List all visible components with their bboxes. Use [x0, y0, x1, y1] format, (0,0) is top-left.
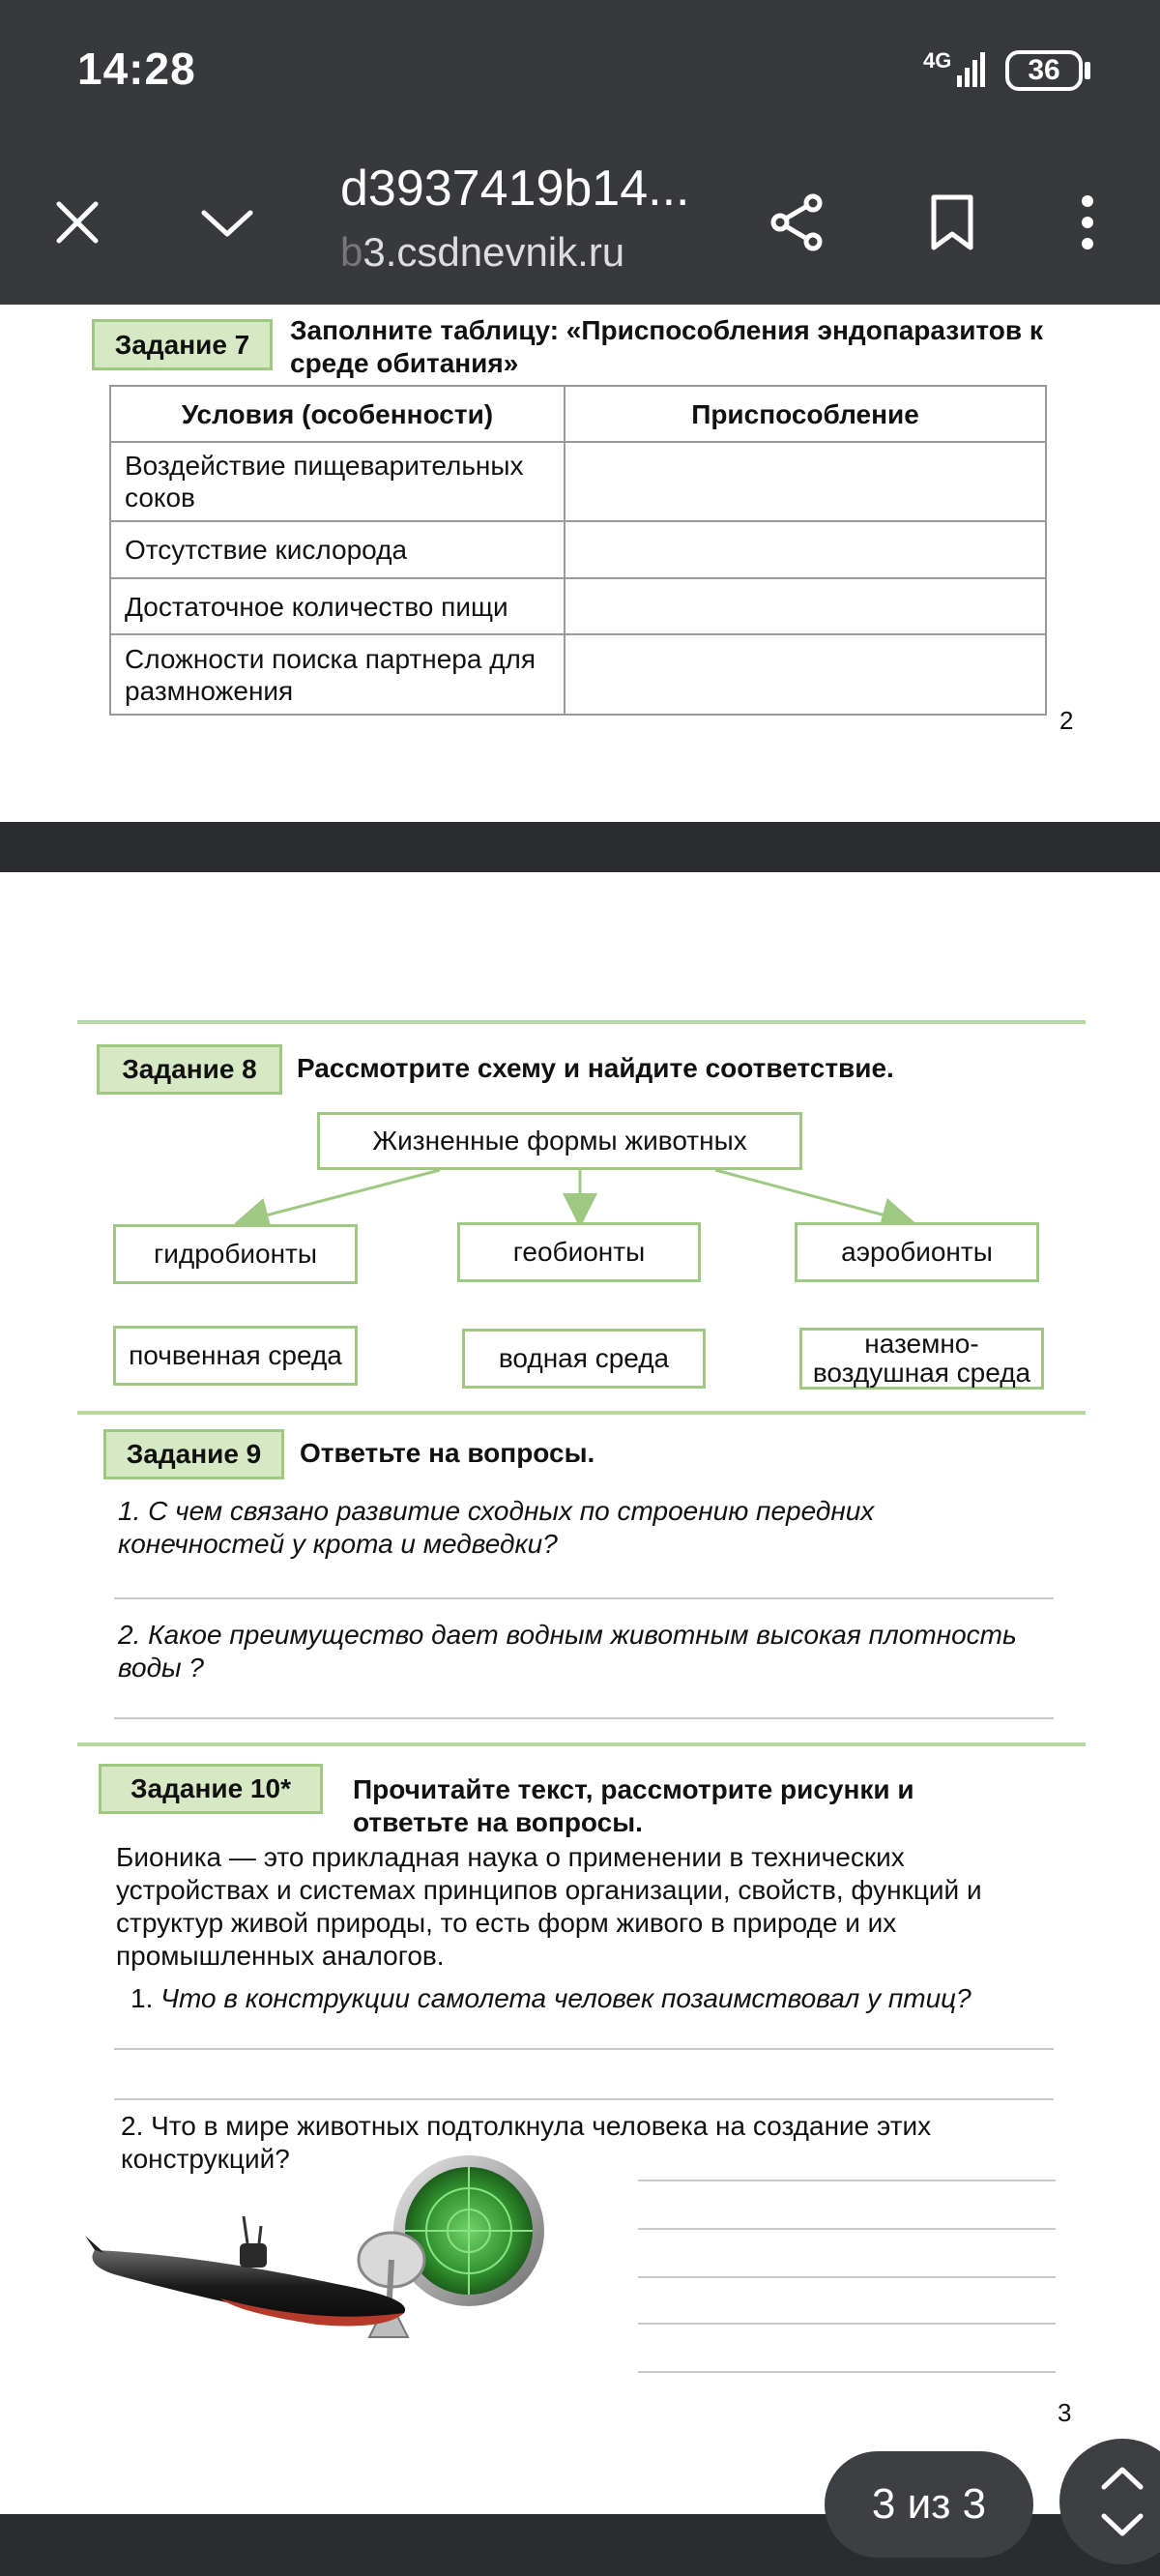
- more-vert-icon[interactable]: [1063, 140, 1112, 305]
- task8-label: Задание 8: [97, 1044, 282, 1095]
- column-header: Условия (особенности): [110, 386, 565, 442]
- diagram-form-hydrobionts: гидробионты: [113, 1224, 358, 1284]
- task10-heading: [353, 1773, 952, 1839]
- task9-q2-line2: воды ?: [118, 1653, 205, 1683]
- battery-tip: [1085, 62, 1090, 79]
- status-bar: [0, 0, 1160, 140]
- task10-text: [116, 1841, 1044, 1973]
- table-cell: [565, 634, 1046, 715]
- task7-heading-line1: Заполните таблицу: «Приспособления эндопаразитов к: [290, 315, 1043, 345]
- page-number: 3: [1058, 2398, 1072, 2427]
- answer-line[interactable]: [638, 2180, 1056, 2181]
- table-row: [110, 442, 1046, 521]
- submarine-illustration: [85, 2216, 423, 2332]
- task10-text-line2: устройствах и системах принципов организации, свойств, функций и: [116, 1875, 982, 1905]
- table-cell: Воздействие пищеварительных соков: [110, 442, 565, 521]
- table-row: [110, 521, 1046, 578]
- share-icon[interactable]: [764, 140, 831, 305]
- diagram-form-aerobionts: аэробионты: [795, 1222, 1039, 1282]
- answer-line[interactable]: [114, 2048, 1054, 2050]
- task7-heading: [290, 314, 1063, 380]
- column-header: Приспособление: [565, 386, 1046, 442]
- table-cell: [565, 578, 1046, 634]
- answer-line[interactable]: [638, 2371, 1056, 2373]
- task9-question-1: [118, 1495, 1065, 1561]
- answer-line[interactable]: [114, 1717, 1054, 1719]
- table-row: [110, 634, 1046, 715]
- task10-q1-number: 1.: [130, 1983, 154, 2013]
- diagram-root: Жизненные формы животных: [317, 1112, 802, 1170]
- task10-heading-line1: Прочитайте текст, рассмотрите рисунки и: [353, 1774, 914, 1804]
- page-number: 2: [1059, 706, 1074, 735]
- task10-text-line4: промышленных аналогов.: [116, 1941, 445, 1971]
- table-row: [110, 578, 1046, 634]
- document-page-3: [0, 872, 1160, 2516]
- clock: 14:28: [77, 44, 196, 94]
- table-cell: Отсутствие кислорода: [110, 521, 565, 578]
- answer-line[interactable]: [114, 2098, 1054, 2100]
- task7-label: Задание 7: [92, 319, 273, 370]
- network-type: 4G: [923, 48, 952, 73]
- task10-text-line3: структур живой природы, то есть форм живого в природе и их: [116, 1908, 897, 1938]
- table-cell: [565, 442, 1046, 521]
- answer-line[interactable]: [638, 2276, 1056, 2278]
- scroll-arrows-icon: [1059, 2439, 1160, 2564]
- env-land-air-line1: наземно-: [864, 1329, 979, 1359]
- task10-q2-line2: конструкций?: [121, 2144, 290, 2174]
- task9-label: Задание 9: [103, 1429, 284, 1479]
- battery-indicator: 36: [1005, 50, 1083, 91]
- browser-toolbar: [0, 140, 1160, 305]
- task9-heading: Ответьте на вопросы.: [300, 1438, 595, 1468]
- answer-line[interactable]: [114, 1597, 1054, 1599]
- table-cell: Достаточное количество пищи: [110, 578, 565, 634]
- env-land-air-line2: воздушная среда: [812, 1358, 1031, 1388]
- url-host-faded: b: [340, 229, 363, 275]
- task10-question-2: [121, 2110, 1049, 2176]
- page-indicator[interactable]: 3 из 3: [825, 2451, 1033, 2558]
- chevron-down-icon[interactable]: [188, 140, 266, 305]
- section-divider: [77, 1411, 1086, 1415]
- task10-q2-line1: 2. Что в мире животных подтолкнула человека на создание этих: [121, 2111, 932, 2141]
- table-cell: [565, 521, 1046, 578]
- task7-table: [109, 385, 1047, 716]
- url-host[interactable]: [340, 229, 624, 276]
- task10-label: Задание 10*: [99, 1764, 323, 1814]
- page-separator: [0, 822, 1160, 872]
- task10-question-1: [130, 1982, 1078, 2015]
- task10-text-line1: Бионика — это прикладная наука о применении в технических: [116, 1842, 905, 1872]
- bookmark-icon[interactable]: [918, 140, 986, 305]
- section-divider: [77, 1742, 1086, 1746]
- answer-line[interactable]: [638, 2323, 1056, 2325]
- answer-line[interactable]: [638, 2228, 1056, 2230]
- task10-heading-line2: ответьте на вопросы.: [353, 1807, 643, 1837]
- signal-icon: [957, 48, 992, 87]
- diagram-env-water: водная среда: [462, 1329, 706, 1389]
- task7-heading-line2: среде обитания»: [290, 348, 519, 378]
- task10-q1-text: Что в конструкции самолета человек позаимствовал у птиц?: [160, 1983, 972, 2013]
- task9-q1-line1: 1. С чем связано развитие сходных по строению передних: [118, 1496, 875, 1526]
- close-icon[interactable]: [39, 140, 116, 305]
- task9-question-2: [118, 1619, 1065, 1684]
- document-page-2: [0, 305, 1160, 822]
- task9-q2-line1: 2. Какое преимущество дает водным животным высокая плотность: [118, 1620, 1017, 1650]
- diagram-env-soil: почвенная среда: [113, 1326, 358, 1386]
- task9-q1-line2: конечностей у крота и медведки?: [118, 1529, 558, 1559]
- url-host-text: 3.csdnevnik.ru: [362, 229, 625, 275]
- diagram-env-land-air: [799, 1328, 1044, 1390]
- url-title[interactable]: d3937419b14...: [340, 161, 690, 217]
- task8-heading: Рассмотрите схему и найдите соответствие.: [297, 1053, 894, 1083]
- diagram-form-geobionts: геобионты: [457, 1222, 701, 1282]
- table-header-row: [110, 386, 1046, 442]
- table-cell: Сложности поиска партнера для размножения: [110, 634, 565, 715]
- scroll-handle[interactable]: [1059, 2439, 1160, 2564]
